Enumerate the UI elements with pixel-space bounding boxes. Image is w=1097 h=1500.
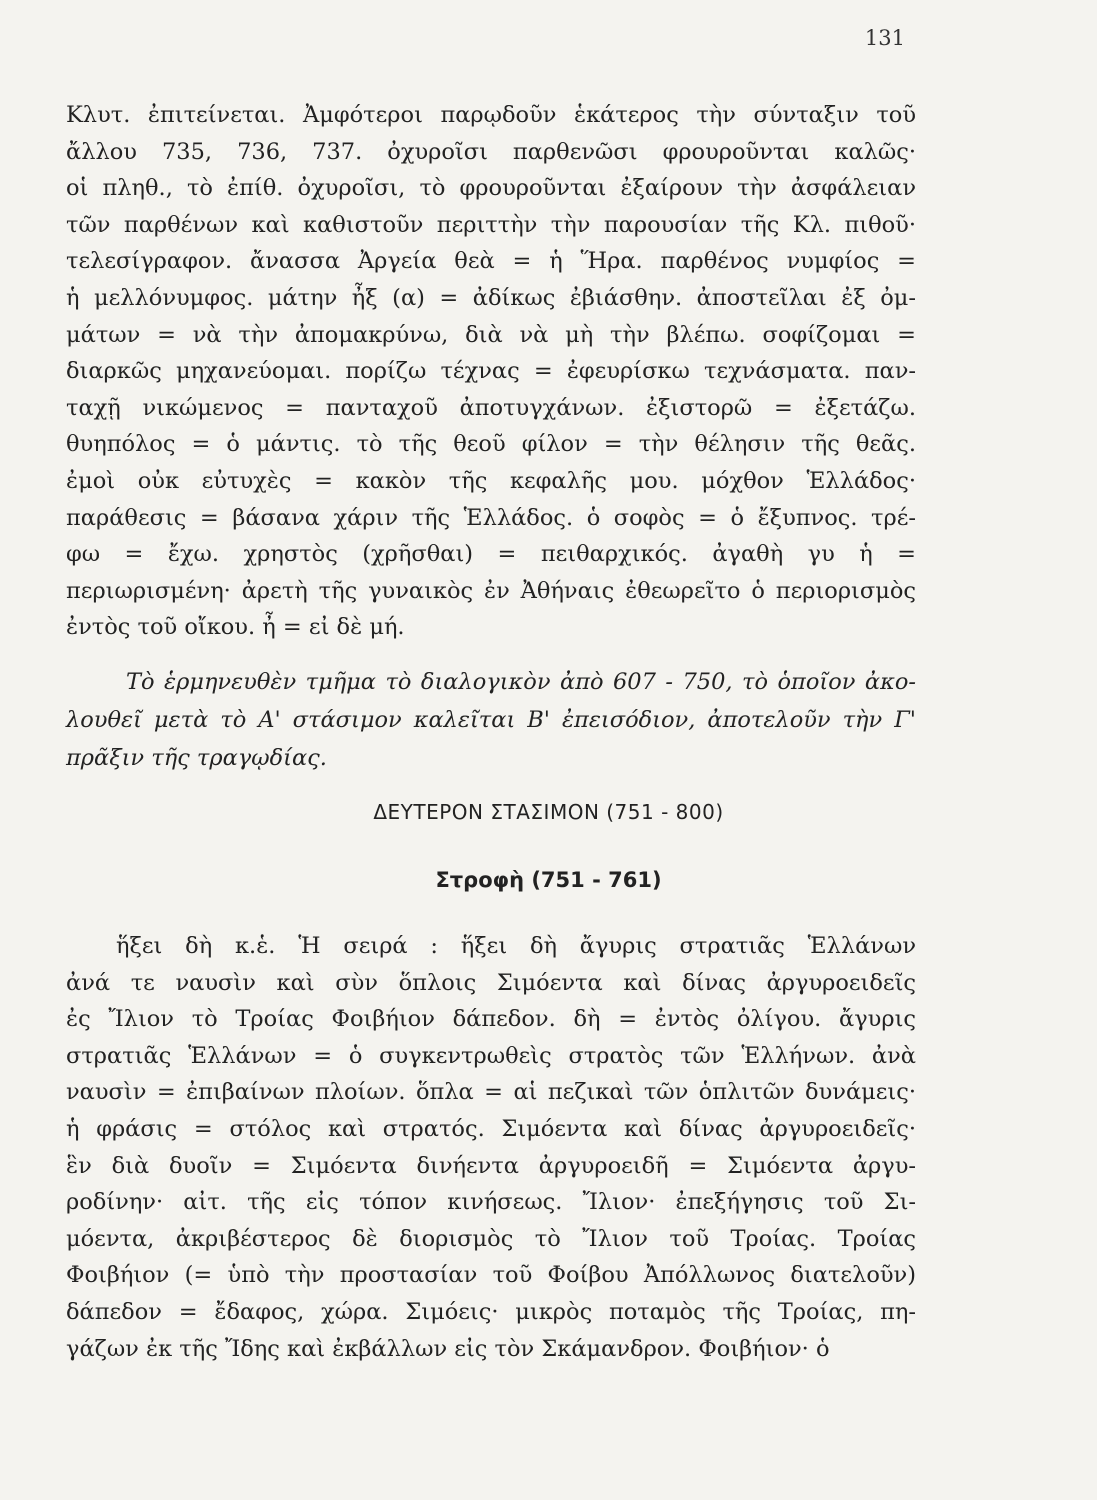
text-line: τελεσίγραφον. ἄνασσα Ἀργεία θεὰ = ἡ Ἥρα. παρθένος νυμφίος = [66, 248, 916, 275]
section-heading: ΔΕΥΤΕΡΟΝ ΣΤΑΣΙΜΟΝ (751 - 800) [373, 800, 724, 824]
text-line: τῶν παρθένων καὶ καθιστοῦν περιττὴν τὴν παρουσίαν τῆς Κλ. πιθοῦ· [66, 211, 916, 238]
text-line: Φοιβήιον (= ὑπὸ τὴν προστασίαν τοῦ Φοίβου Ἀπόλλωνος διατελοῦν) [66, 1262, 916, 1289]
text-line: ἡ φράσις = στόλος καὶ στρατός. Σιμόεντα καὶ δίνας ἀργυροειδεῖς· [66, 1115, 916, 1142]
text-line: οἱ πληθ., τὸ ἐπίθ. ὀχυροῖσι, τὸ φρουροῦνται ἐξαίρουν τὴν ἀσφάλειαν [66, 175, 916, 202]
text-line: μάτων = νὰ τὴν ἀπομακρύνω, διὰ νὰ μὴ τὴν βλέπω. σοφίζομαι = [66, 321, 916, 348]
text-line: στρατιᾶς Ἑλλάνων = ὁ συγκεντρωθεὶς στρατὸς τῶν Ἑλλήνων. ἀνὰ [66, 1042, 916, 1069]
text-line: ἡ μελλόνυμφος. μάτην ἦξ (α) = ἀδίκως ἐβιάσθην. ἀποστεῖλαι ἐξ ὀμ- [66, 284, 916, 311]
text-line: Τὸ ἑρμηνευθὲν τμῆμα τὸ διαλογικὸν ἀπὸ 607 - 750, τὸ ὁποῖον ἀκο- [126, 669, 916, 695]
text-line: ἐμοὶ οὐκ εὐτυχὲς = κακὸν τῆς κεφαλῆς μου. μόχθον Ἑλλάδος· [66, 467, 916, 494]
text-line: ἄλλου 735, 736, 737. ὀχυροῖσι παρθενῶσι φρουροῦνται καλῶς· [66, 138, 916, 165]
commentary-paragraph-2 [66, 928, 916, 1367]
page-number: 131 [864, 26, 905, 50]
text-line: ἐς Ἴλιον τὸ Τροίας Φοιβήιον δάπεδον. δὴ = ἐντὸς ὀλίγου. ἄγυρις [66, 1006, 916, 1033]
text-line: Κλυτ. ἐπιτείνεται. Ἀμφότεροι παρῳδοῦν ἑκάτερος τὴν σύνταξιν τοῦ [66, 102, 916, 128]
text-line: μόεντα, ἀκριβέστερος δὲ διορισμὸς τὸ Ἴλιον τοῦ Τροίας. Τροίας [66, 1225, 916, 1252]
text-line: θυηπόλος = ὁ μάντις. τὸ τῆς θεοῦ φίλον = τὴν θέλησιν τῆς θεᾶς. [66, 431, 916, 458]
text-line: ἓν διὰ δυοῖν = Σιμόεντα δινήεντα ἀργυροειδῆ = Σιμόεντα ἀργυ- [66, 1152, 916, 1179]
text-line: φω = ἔχω. χρηστὸς (χρῆσθαι) = πειθαρχικός. ἀγαθὴ γυ ἡ = [66, 541, 916, 568]
text-line: ναυσὶν = ἐπιβαίνων πλοίων. ὅπλα = αἱ πεζικαὶ τῶν ὁπλιτῶν δυνάμεις· [66, 1079, 916, 1106]
text-line: ροδίνην· αἰτ. τῆς εἰς τόπον κινήσεως. Ἴλιον· ἐπεξήγησις τοῦ Σι- [66, 1189, 916, 1216]
text-line: δάπεδον = ἔδαφος, χώρα. Σιμόεις· μικρὸς ποταμὸς τῆς Τροίας, πη- [66, 1298, 916, 1325]
commentary-paragraph-1 [66, 97, 916, 646]
text-line: ταχῇ νικώμενος = πανταχοῦ ἀποτυγχάνων. ἐξιστορῶ = ἐξετάζω. [66, 394, 916, 421]
text-line: διαρκῶς μηχανεύομαι. πορίζω τέχνας = ἐφευρίσκω τεχνάσματα. παν- [66, 358, 916, 385]
text-line: παράθεσις = βάσανα χάριν τῆς Ἑλλάδος. ὁ σοφὸς = ὁ ἔξυπνος. τρέ- [66, 504, 916, 531]
strophe-heading: Στροφὴ (751 - 761) [435, 868, 662, 892]
text-line: ἀνά τε ναυσὶν καὶ σὺν ὅπλοις Σιμόεντα καὶ δίνας ἀργυροειδεῖς [66, 969, 916, 996]
summary-paragraph [66, 663, 916, 777]
text-line: ἐντὸς τοῦ οἴκου. ἦ = εἰ δὲ μή. [66, 614, 405, 641]
text-line: γάζων ἐκ τῆς Ἴδης καὶ ἐκβάλλων εἰς τὸν Σκάμανδρον. Φοιβήιον· ὁ [66, 1335, 830, 1362]
text-line: λουθεῖ μετὰ τὸ Α' στάσιμον καλεῖται Β' ἐπεισόδιον, ἀποτελοῦν τὴν Γ' [66, 707, 916, 733]
text-line: πρᾶξιν τῆς τραγῳδίας. [66, 745, 327, 771]
text-line: περιωρισμένη· ἀρετὴ τῆς γυναικὸς ἐν Ἀθήναις ἐθεωρεῖτο ὁ περιορισμὸς [66, 577, 916, 604]
text-line: ἥξει δὴ κ.ἑ. Ἡ σειρά : ἥξει δὴ ἄγυρις στρατιᾶς Ἑλλάνων [116, 933, 916, 959]
